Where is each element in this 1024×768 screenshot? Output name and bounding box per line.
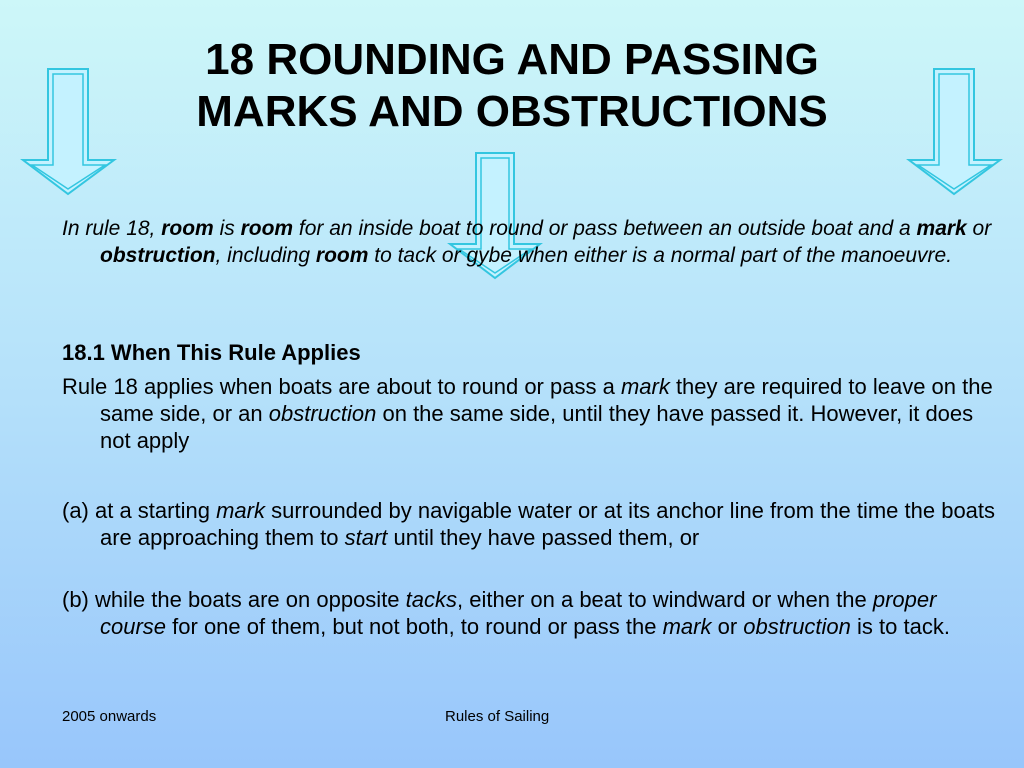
rule-term-mark: mark [620, 374, 670, 399]
def-term-room: room [240, 217, 294, 240]
item-b-text: or [711, 614, 744, 639]
item-b-term-tacks: tacks [405, 587, 458, 612]
def-term-obstruction: obstruction [100, 244, 216, 267]
footer-title: Rules of Sailing [445, 708, 550, 725]
slide-title [60, 34, 964, 138]
item-b-term-mark: mark [662, 614, 712, 639]
def-text: , including [215, 244, 316, 267]
def-term-room: room [161, 217, 214, 240]
item-a-text: until they have passed them, or [387, 525, 700, 550]
item-a-term-mark: mark [216, 498, 265, 523]
item-b-text: (b) while the boats are on opposite [62, 587, 406, 612]
def-text: In rule 18, [62, 217, 162, 240]
room-definition [62, 215, 1000, 269]
item-b-paragraph [62, 586, 1000, 640]
def-term-mark: mark [916, 217, 967, 240]
title-line-2: MARKS AND OBSTRUCTIONS [196, 87, 828, 136]
rule-term-obstruction: obstruction [268, 401, 377, 426]
title-line-1: 18 ROUNDING AND PASSING [205, 35, 819, 84]
rule-applies-paragraph [62, 373, 1000, 454]
rule-text: Rule 18 applies when boats are about to round or pass a [62, 374, 621, 399]
def-text: to tack or gybe when either is a normal part of the manoeuvre. [368, 244, 953, 267]
def-text: for an inside boat to round or pass between an outside boat and a [293, 217, 917, 240]
section-heading: 18.1 When This Rule Applies [62, 340, 361, 365]
item-a-paragraph [62, 497, 1000, 551]
rule-text: they are required to leave on the same side, or an [100, 374, 993, 426]
item-b-term-proper-course: proper course [100, 587, 937, 639]
item-a-text: surrounded by navigable water or at its anchor line from the time the boats are approaching them to [100, 498, 996, 550]
item-a-term-start: start [344, 525, 388, 550]
item-b-text: for one of them, but not both, to round or pass the [166, 614, 663, 639]
rule-text: on the same side, until they have passed it. However, it does not apply [100, 401, 974, 453]
item-a-text: (a) at a starting [62, 498, 217, 523]
footer-date: 2005 onwards [62, 708, 157, 725]
item-b-text: , either on a beat to windward or when the [457, 587, 873, 612]
item-b-text: is to tack. [850, 614, 950, 639]
def-text: or [966, 217, 992, 240]
def-term-room: room [315, 244, 369, 267]
def-text: is [213, 217, 241, 240]
item-b-term-obstruction: obstruction [743, 614, 851, 639]
